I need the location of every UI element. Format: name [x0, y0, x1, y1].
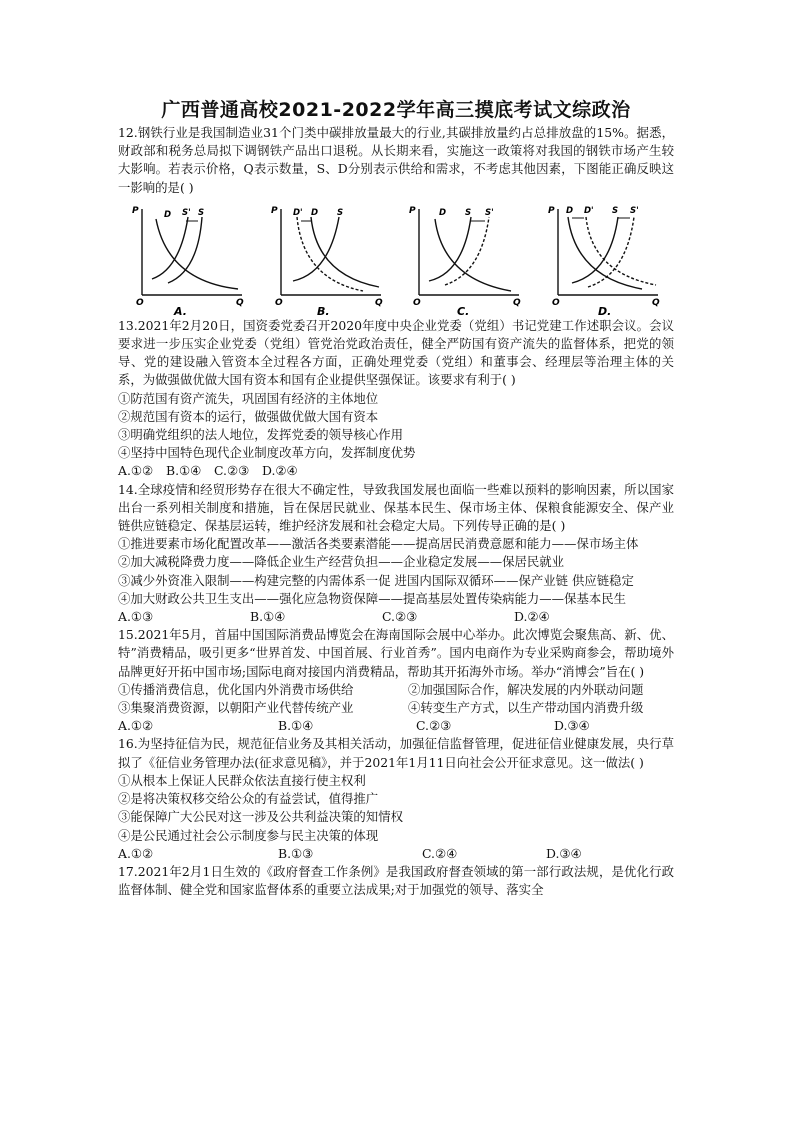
axis-q-label: Q	[651, 297, 660, 308]
label-d-prime: D'	[583, 205, 594, 216]
option: ③集聚消费资源，以朝阳产业代替传统产业	[118, 700, 354, 716]
choice-b: B.①④	[278, 718, 314, 734]
demand-curve-d-prime	[297, 217, 363, 291]
axis-q-label: Q	[374, 297, 383, 308]
question-12-graphs	[118, 197, 674, 317]
choice-d: D.③④	[546, 845, 582, 861]
axis-o-label: O	[551, 297, 560, 308]
label-s: S	[611, 205, 619, 216]
label-s-prime: S'	[182, 207, 191, 218]
choice-c: C.②④	[422, 845, 458, 861]
choice-b: B.①③	[278, 845, 314, 861]
demand-curve-d-prime	[586, 217, 656, 285]
choice-c: C.②③	[382, 609, 418, 625]
axis-p-label: P	[132, 205, 139, 216]
supply-curve-s	[293, 217, 339, 281]
option: ②加强国际合作，解决发展的内外联动问题	[408, 681, 644, 697]
option: ①推进要素市场化配置改革——激活各类要素潜能——提高居民消费意愿和能力——保市场主体	[118, 536, 639, 552]
axis-p-label: P	[547, 205, 555, 216]
option: ③明确党组织的法人地位，发挥党委的领导核心作用	[118, 427, 403, 443]
graph-a	[128, 199, 248, 317]
choice-c: C.②③	[416, 718, 452, 734]
option: ①从根本上保证人民群众依法直接行使主权利	[118, 772, 366, 788]
question-14-choices	[118, 608, 674, 626]
label-d: D	[565, 205, 574, 216]
option: ②规范国有资本的运行，做强做优做大国有资本	[118, 408, 379, 424]
label-s: S	[336, 207, 343, 218]
option: ①防范国有资产流失，巩固国有经济的主体地位	[118, 390, 379, 406]
option: ②加大减税降费力度——降低企业生产经营负担——企业稳定发展——保居民就业	[118, 554, 565, 570]
axis-p-label: P	[409, 205, 416, 216]
label-s-prime: S'	[629, 205, 639, 216]
graph-c-label: C.	[457, 304, 470, 317]
label-s: S	[465, 207, 472, 218]
option: ③能保障广大公民对这一涉及公共利益决策的知情权	[118, 809, 403, 825]
graph-a-label: A.	[174, 304, 187, 317]
option: ④是公民通过社会公示制度参与民主决策的体现	[118, 827, 379, 843]
demand-curve-d	[311, 217, 379, 287]
label-s: S	[198, 207, 205, 218]
graph-c	[405, 199, 525, 317]
demand-curve-d	[568, 217, 642, 289]
label-s-prime: S'	[485, 207, 495, 218]
option: ④转变生产方式，以生产带动国内消费升级	[408, 700, 644, 716]
choice-b: B.①④	[166, 463, 202, 479]
option: ④加大财政公共卫生支出——强化应急物资保障——提高基层处置传染病能力——保基本民生	[118, 590, 627, 606]
label-d: D	[439, 207, 447, 218]
choice-c: C.②③	[214, 463, 250, 479]
option: ③减少外资准入限制——构建完整的内需体系一促 进国内国际双循环——保产业链 供应链稳定	[118, 572, 634, 588]
option: ②是将决策权移交给公众的有益尝试，值得推广	[118, 791, 379, 807]
choice-a: A.①②	[118, 845, 154, 861]
question-16-choices	[118, 845, 674, 863]
choice-d: D.③④	[554, 718, 590, 734]
supply-curve-s	[168, 217, 202, 283]
choice-a: A.①②	[118, 718, 154, 734]
choice-d: D.②④	[514, 609, 550, 625]
question-15-options-row	[118, 681, 674, 699]
question-15-stem: 15.2021年5月，首届中国国际消费品博览会在海南国际会展中心举办。此次博览会聚焦高、新、优、特”消费精品，吸引更多“世界首发、中国首展、行业首秀”。国内电商作为专业采购商参会，帮助境外品牌更好开拓中国市场;国际电商对接国内消费精品，帮助其开拓海外市场。举办“消博会”旨在( )	[118, 627, 674, 679]
question-17-stem: 17.2021年2月1日生效的《政府督查工作条例》是我国政府督查领域的第一部行政法规，是优化行政监督体制、健全党和国家监督体系的重要立法成果;对于加强党的领导、落实全	[118, 863, 674, 898]
graph-b-label: B.	[316, 304, 330, 317]
graph-d-label: D.	[597, 304, 612, 317]
option: ①传播消费信息，优化国内外消费市场供给	[118, 681, 354, 697]
axis-o-label: O	[413, 297, 421, 308]
question-15-choices	[118, 717, 674, 735]
question-16-stem: 16.为坚持征信为民，规范征信业务及其相关活动，加强征信监督管理，促进征信业健康发展，央行草拟了《征信业务管理办法(征求意见稿》，并于2021年1月11日向社会公开征求意见。这一做法( )	[118, 736, 674, 770]
graph-d	[544, 199, 664, 317]
question-13-stem: 13.2021年2月20日，国资委党委召开2020年度中央企业党委（党组）书记党建工作述职会议。会议要求进一步压实企业党委（党组）管党治党政治责任，健全严防国有资产流失的监督体系，把党的领导、党的建设融入管资本全过程各方面，正确处理党委（党组）和董事会、经理层等治理主体的关系，为做强做优做大国有资本和国有企业提供坚强保证。该要求有利于( )	[118, 317, 674, 388]
demand-curve	[156, 219, 238, 289]
choice-a: A.①②	[118, 463, 154, 479]
question-14-stem: 14.全球疫情和经贸形势存在很大不确定性，导致我国发展也面临一些难以预料的影响因素，所以国家出台一系列相关制度和措施，旨在保居民就业、保基本民生、保市场主体、保粮食能源安全、保产业链供应链稳定、保基层运转，维护经济发展和社会稳定大局。下列传导正确的是( )	[118, 481, 674, 534]
axis-q-label: Q	[513, 297, 521, 308]
demand-curve	[435, 219, 511, 291]
choice-d: D.②④	[262, 463, 298, 479]
axis-o-label: O	[274, 297, 283, 308]
graph-b	[267, 199, 387, 317]
axis-p-label: P	[270, 205, 278, 216]
label-d: D	[164, 209, 172, 220]
option: ④坚持中国特色现代企业制度改革方向，发挥制度优势	[118, 445, 416, 461]
choice-a: A.①③	[118, 609, 154, 625]
page-title: 广西普通高校2021-2022学年高三摸底考试文综政治	[161, 99, 631, 121]
question-15-options-row	[118, 699, 674, 717]
exam-page	[118, 98, 674, 899]
axis-o-label: O	[136, 297, 144, 308]
label-d: D	[310, 207, 318, 218]
question-12-stem: 12.钢铁行业是我国制造业31个门类中碳排放量最大的行业,其碳排放量约占总排放盘的15%。据悉，财政部和税务总局拟下调钢铁产品出口退税。从长期来看，实施这一政策将对我国的钢铁市场产生较大影响。若表示价格，Q表示数量，S、D分别表示供给和需求，不考虑其他因素，下图能正确反映这一影响的是( )	[118, 125, 674, 195]
label-d-prime: D'	[292, 207, 303, 218]
choice-b: B.①④	[250, 609, 286, 625]
question-13-choices	[118, 462, 674, 480]
supply-curve-s	[429, 217, 471, 281]
axis-q-label: Q	[236, 297, 244, 308]
